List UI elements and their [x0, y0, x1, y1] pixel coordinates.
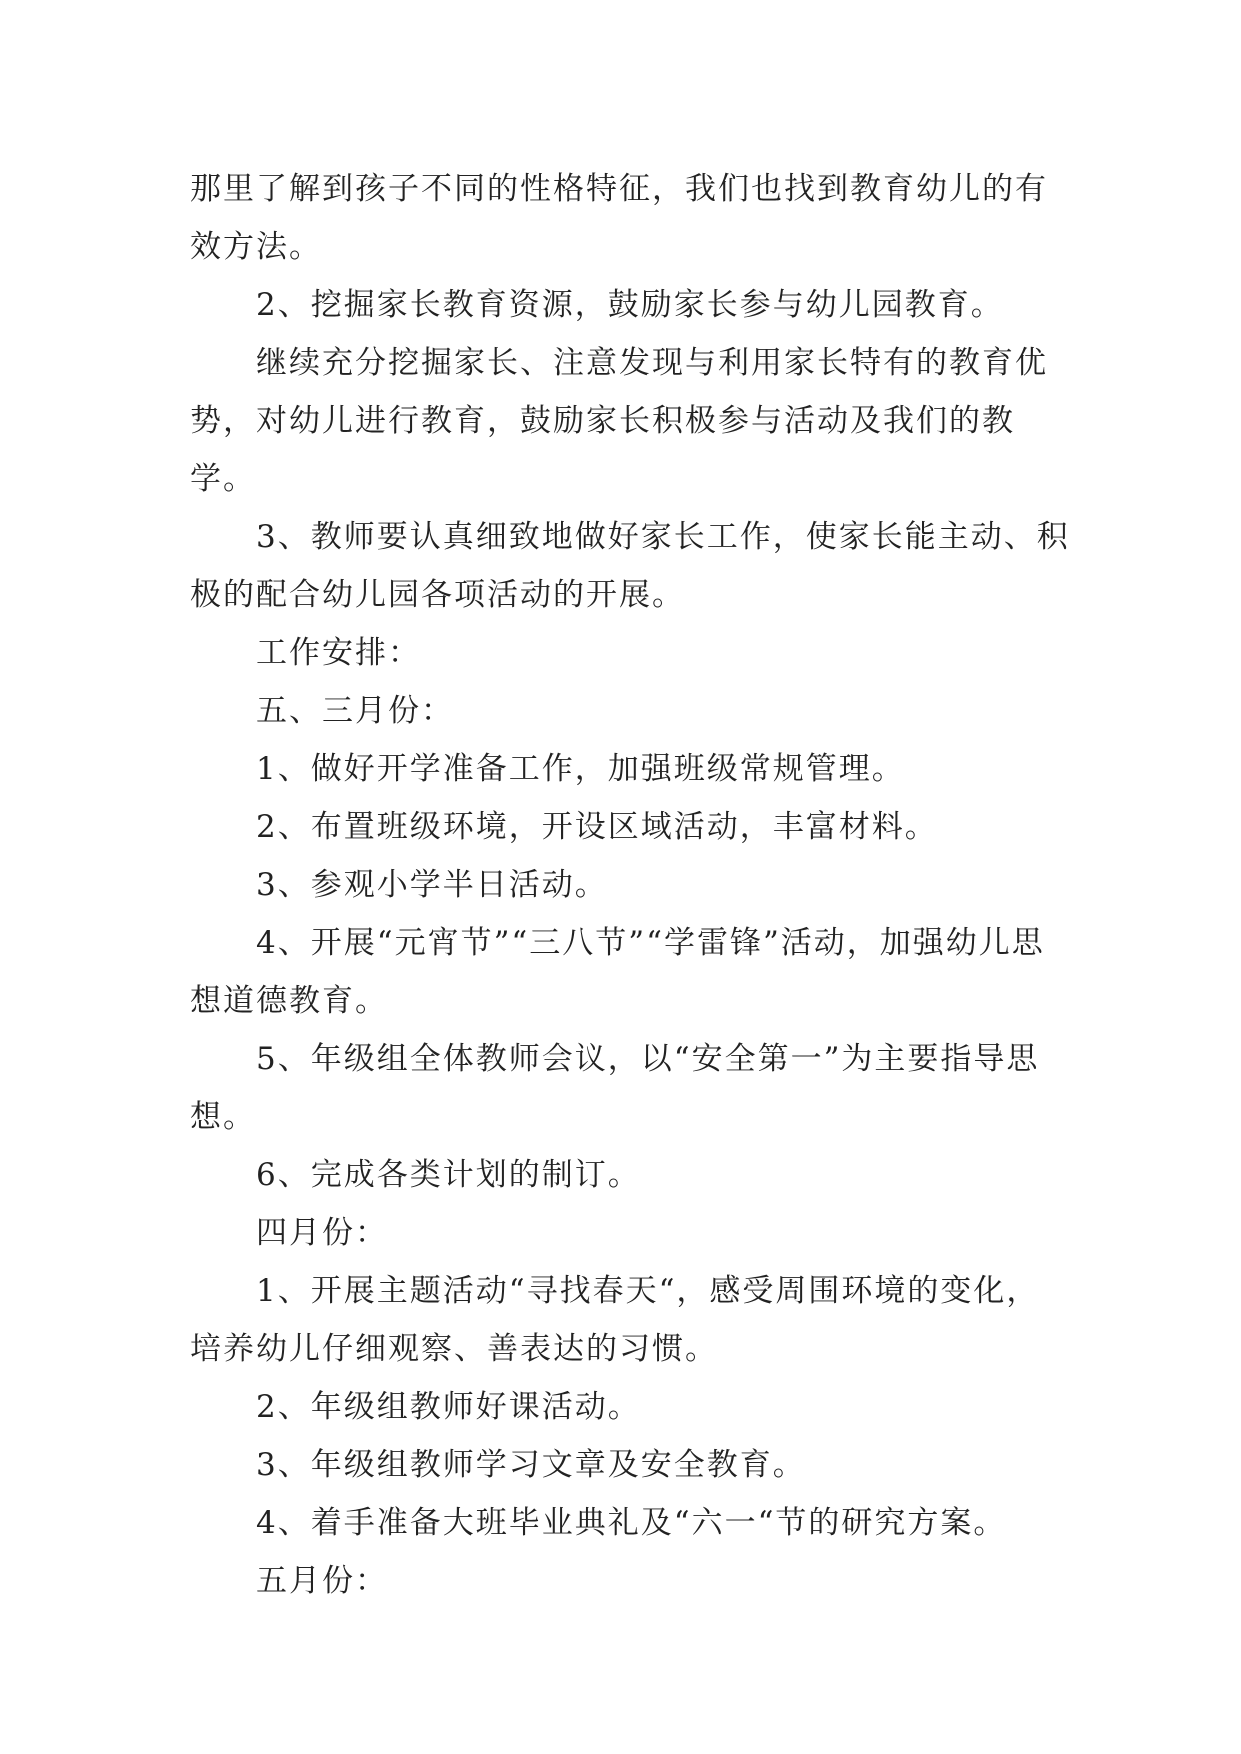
list-item: 5、年级组全体教师会议，以“安全第一”为主要指导思想。 [190, 1041, 1040, 1135]
list-item: 2、布置班级环境，开设区域活动，丰富材料。 [256, 809, 938, 845]
list-item: 3、年级组教师学习文章及安全教育。 [256, 1447, 806, 1483]
section-heading: 工作安排： [256, 635, 421, 671]
list-item: 3、参观小学半日活动。 [256, 867, 608, 903]
month-heading: 五、三月份： [256, 693, 454, 729]
list-item: 1、开展主题活动“寻找春天“，感受周围环境的变化，培养幼儿仔细观察、善表达的习惯。 [190, 1273, 1040, 1367]
month-heading: 四月份： [256, 1215, 388, 1251]
paragraph: 那里了解到孩子不同的性格特征，我们也找到教育幼儿的有效方法。 [190, 171, 1048, 265]
paragraph: 继续充分挖掘家长、注意发现与利用家长特有的教育优势，对幼儿进行教育，鼓励家长积极参与活动及我们的教学。 [190, 345, 1048, 497]
list-item: 6、完成各类计划的制订。 [256, 1157, 641, 1193]
list-item: 4、开展“元宵节”“三八节”“学雷锋”活动，加强幼儿思想道德教育。 [190, 925, 1045, 1019]
list-item: 4、着手准备大班毕业典礼及“六一“节的研究方案。 [256, 1505, 1007, 1541]
document-body [190, 160, 1070, 1610]
list-item: 1、做好开学准备工作，加强班级常规管理。 [256, 751, 905, 787]
paragraph: 3、教师要认真细致地做好家长工作，使家长能主动、积极的配合幼儿园各项活动的开展。 [190, 519, 1070, 613]
month-heading: 五月份： [256, 1563, 388, 1599]
list-item: 2、年级组教师好课活动。 [256, 1389, 641, 1425]
paragraph: 2、挖掘家长教育资源，鼓励家长参与幼儿园教育。 [256, 287, 1004, 323]
